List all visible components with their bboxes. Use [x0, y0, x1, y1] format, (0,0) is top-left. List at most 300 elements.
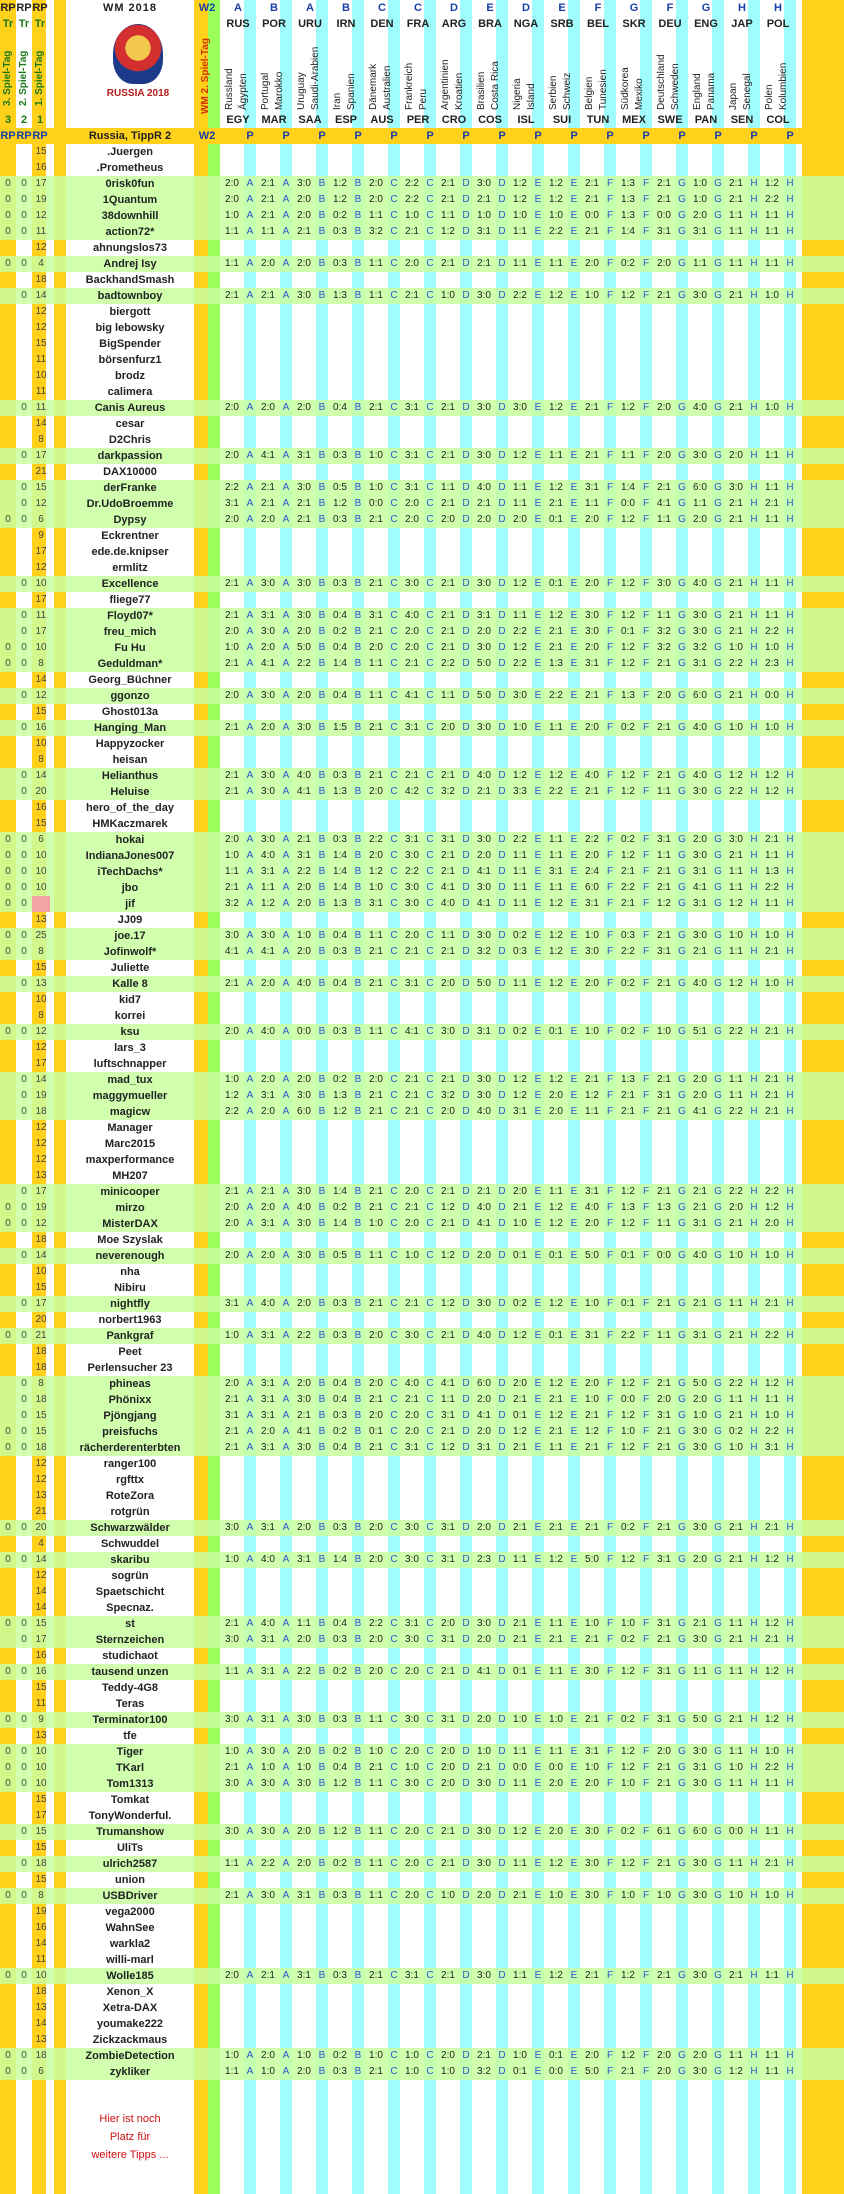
tip-score: 4:1	[477, 898, 491, 909]
group-marker: D	[498, 1778, 506, 1789]
home-code: SKR	[622, 18, 646, 30]
tip-score: 4:1	[657, 498, 671, 509]
away-team-name: Ägypten	[238, 73, 249, 110]
tip-score: 1:1	[513, 882, 527, 893]
table-row	[0, 448, 844, 464]
tip-score: 2:0	[765, 1218, 779, 1229]
tip-score: 2:1	[405, 1394, 419, 1405]
tip-score: 3:0	[693, 2066, 707, 2077]
rp-value: 14	[35, 290, 47, 301]
tip-score: 3:0	[225, 1714, 239, 1725]
home-team-name: Dänemark	[368, 63, 379, 110]
tip-score: 3:1	[585, 898, 599, 909]
away-code: CRO	[441, 114, 467, 126]
group-marker: H	[750, 770, 758, 781]
rp-value: 15	[35, 1826, 47, 1837]
tip-score: 0:3	[333, 450, 347, 461]
group-marker: A	[282, 690, 290, 701]
tip-score: 2:1	[729, 850, 743, 861]
group-marker: H	[750, 2050, 758, 2061]
w2-spieltag-label: WM 2. Spiel-Tag	[200, 38, 211, 114]
rp-value: 0	[21, 1778, 27, 1789]
group-marker: F	[642, 290, 650, 301]
tip-score: 1:1	[513, 1778, 527, 1789]
group-marker: H	[786, 930, 794, 941]
group-marker: B	[354, 1250, 362, 1261]
group-marker: B	[354, 1762, 362, 1773]
group-letter: C	[414, 2, 422, 14]
group-marker: B	[318, 978, 326, 989]
group-marker: H	[750, 1330, 758, 1341]
tip-score: 1:4	[333, 1554, 347, 1565]
group-marker: A	[282, 1826, 290, 1837]
rp-value: 0	[5, 866, 11, 877]
rp-value	[0, 1872, 16, 1888]
rp-value: 15	[35, 482, 47, 493]
rp-value: 18	[35, 1234, 47, 1245]
tip-score: 3:1	[441, 1634, 455, 1645]
group-marker: C	[426, 1106, 434, 1117]
tip-score: 2:1	[729, 1218, 743, 1229]
tip-score: 6:0	[585, 882, 599, 893]
group-marker: F	[642, 770, 650, 781]
rp-value: 0	[21, 1666, 27, 1677]
tip-score: 2:0	[225, 1378, 239, 1389]
rp-value	[16, 1696, 32, 1712]
tip-score: 1:2	[549, 1410, 563, 1421]
rp-value	[0, 1568, 16, 1584]
tip-score: 2:1	[225, 1618, 239, 1629]
table-row	[0, 1136, 844, 1152]
rp-value: 15	[35, 818, 47, 829]
group-marker: A	[282, 610, 290, 621]
rp-value: 0	[21, 482, 27, 493]
tip-score: 2:1	[441, 1666, 455, 1677]
away-team-name: Peru	[418, 88, 429, 110]
rp-value	[0, 1280, 16, 1296]
rp-value: 21	[35, 466, 47, 477]
tip-score: 5:1	[693, 1026, 707, 1037]
group-marker: F	[606, 978, 614, 989]
rp-value: 12	[35, 306, 47, 317]
rp-value	[0, 1120, 16, 1136]
tip-score: 1:2	[333, 178, 347, 189]
group-marker: E	[534, 834, 542, 845]
group-marker: C	[390, 1778, 398, 1789]
tip-score: 2:2	[765, 1186, 779, 1197]
tip-score: 2:0	[297, 210, 311, 221]
tip-score: 2:0	[585, 1778, 599, 1789]
tip-score: 1:1	[513, 482, 527, 493]
group-marker: G	[714, 1634, 722, 1645]
group-marker: A	[246, 946, 254, 957]
rp-value: 16	[35, 1650, 47, 1661]
rp-value	[0, 400, 16, 416]
group-marker: C	[390, 514, 398, 525]
tip-score: 0:3	[333, 2066, 347, 2077]
tip-score: 1:2	[513, 578, 527, 589]
tip-score: 1:0	[441, 290, 455, 301]
tip-score: 1:1	[729, 258, 743, 269]
group-marker: H	[750, 1970, 758, 1981]
rp-value	[0, 352, 16, 368]
group-marker: C	[426, 866, 434, 877]
tip-score: 3:1	[297, 1970, 311, 1981]
tip-score: 2:0	[585, 578, 599, 589]
group-marker: F	[606, 930, 614, 941]
tip-score: 2:0	[369, 642, 383, 653]
tip-score: 3:2	[693, 642, 707, 653]
group-marker: B	[318, 1218, 326, 1229]
tip-score: 1:2	[657, 898, 671, 909]
tip-score: 2:0	[297, 194, 311, 205]
player-name: Terminator100	[92, 1714, 168, 1726]
group-marker: B	[318, 626, 326, 637]
tip-score: 1:2	[441, 1250, 455, 1261]
tip-score: 2:1	[657, 178, 671, 189]
group-marker: H	[786, 578, 794, 589]
table-row	[0, 1536, 844, 1552]
table-row	[0, 880, 844, 896]
player-name: badtownboy	[97, 290, 163, 302]
group-marker: C	[390, 978, 398, 989]
tip-score: 2:1	[405, 1090, 419, 1101]
tip-score: 2:0	[729, 1202, 743, 1213]
tip-score: 3:2	[477, 2066, 491, 2077]
tip-score: 1:2	[621, 1746, 635, 1757]
table-row	[0, 1968, 844, 1984]
home-code: DEU	[658, 18, 682, 30]
table-row	[0, 1728, 844, 1744]
group-marker: G	[678, 1778, 686, 1789]
away-team-name: Marokko	[274, 71, 285, 110]
rp-value	[0, 592, 16, 608]
rp-value	[16, 592, 32, 608]
tip-score: 2:0	[261, 1074, 275, 1085]
group-marker: D	[498, 1826, 506, 1837]
tip-score: 1:2	[549, 1970, 563, 1981]
tip-score: 1:2	[549, 1298, 563, 1309]
away-code: TUN	[586, 114, 610, 126]
group-marker: D	[498, 1890, 506, 1901]
tip-score: 2:0	[225, 178, 239, 189]
player-name: DAX10000	[103, 466, 157, 478]
tip-score: 2:1	[225, 658, 239, 669]
group-marker: E	[570, 722, 578, 733]
group-marker: G	[714, 786, 722, 797]
tip-score: 2:2	[297, 1666, 311, 1677]
tip-score: 0:2	[333, 1426, 347, 1437]
tip-score: 3:0	[477, 1298, 491, 1309]
group-marker: H	[786, 658, 794, 669]
tip-score: 1:2	[513, 642, 527, 653]
group-marker: D	[462, 770, 470, 781]
home-team-name: Argentinien	[440, 59, 451, 110]
rp-label: RP	[0, 2, 16, 14]
group-marker: B	[354, 1778, 362, 1789]
group-marker: F	[642, 658, 650, 669]
rp-value	[0, 1184, 16, 1200]
group-marker: C	[426, 946, 434, 957]
rp-value: 8	[38, 754, 44, 765]
tip-score: 1:1	[549, 258, 563, 269]
group-marker: F	[606, 226, 614, 237]
rp-value: 0	[21, 770, 27, 781]
tip-score: 1:2	[261, 898, 275, 909]
group-marker: E	[570, 898, 578, 909]
group-marker: F	[642, 690, 650, 701]
tip-score: 2:0	[477, 626, 491, 637]
tip-score: 5:0	[693, 1714, 707, 1725]
tip-score: 3:1	[693, 898, 707, 909]
tip-score: 3:1	[225, 1410, 239, 1421]
tip-score: 1:0	[513, 2050, 527, 2061]
points-label: P	[318, 130, 326, 142]
group-marker: H	[786, 850, 794, 861]
tip-score: 3:0	[693, 450, 707, 461]
group-marker: C	[390, 1090, 398, 1101]
group-marker: F	[606, 770, 614, 781]
rp-value	[16, 240, 32, 256]
tip-score: 2:1	[621, 866, 635, 877]
tip-score: 3:1	[261, 1634, 275, 1645]
rp-value: 17	[35, 1298, 47, 1309]
tip-score: 1:1	[765, 514, 779, 525]
tip-score: 2:1	[693, 946, 707, 957]
group-marker: B	[354, 258, 362, 269]
rp-value: 20	[35, 786, 47, 797]
tip-score: 2:1	[261, 482, 275, 493]
group-marker: B	[354, 850, 362, 861]
player-name: Jofinwolf*	[103, 946, 157, 958]
home-team-name: Belgien	[584, 76, 595, 110]
tip-score: 2:1	[729, 1522, 743, 1533]
group-marker: C	[426, 1554, 434, 1565]
group-marker: H	[750, 1634, 758, 1645]
group-marker: F	[642, 946, 650, 957]
tip-score: 2:1	[477, 194, 491, 205]
group-marker: G	[678, 226, 686, 237]
rp-value	[16, 160, 32, 176]
group-marker: B	[318, 578, 326, 589]
group-marker: B	[318, 258, 326, 269]
table-row	[0, 144, 844, 160]
group-marker: F	[642, 1890, 650, 1901]
tip-score: 1:2	[513, 1826, 527, 1837]
tip-score: 2:1	[297, 226, 311, 237]
rp-sub: RP	[16, 130, 32, 142]
rp-value: 14	[35, 674, 47, 685]
group-marker: C	[426, 258, 434, 269]
away-team-name: Saudi-Arabien	[310, 46, 321, 110]
group-marker: B	[354, 898, 362, 909]
tip-score: 1:3	[333, 290, 347, 301]
group-marker: H	[786, 1970, 794, 1981]
group-marker: A	[282, 978, 290, 989]
tip-score: 2:1	[441, 850, 455, 861]
group-marker: G	[714, 946, 722, 957]
group-marker: G	[678, 514, 686, 525]
rp-value	[16, 1040, 32, 1056]
tip-score: 2:0	[261, 722, 275, 733]
tip-score: 3:0	[261, 930, 275, 941]
tip-score: 3:0	[297, 1186, 311, 1197]
tip-score: 4:0	[585, 1202, 599, 1213]
group-marker: A	[282, 1634, 290, 1645]
rp-value: 14	[35, 2018, 47, 2029]
table-row	[0, 1456, 844, 1472]
group-marker: D	[498, 1026, 506, 1037]
tip-score: 1:0	[225, 2050, 239, 2061]
rp-value	[0, 752, 16, 768]
group-marker: E	[570, 1026, 578, 1037]
rp-value: 11	[35, 1954, 47, 1965]
tip-score: 2:0	[693, 514, 707, 525]
group-letter: F	[666, 2, 674, 14]
group-marker: A	[282, 2050, 290, 2061]
tip-score: 1:0	[693, 1410, 707, 1421]
rp-value	[0, 736, 16, 752]
group-marker: A	[282, 642, 290, 653]
group-marker: H	[750, 642, 758, 653]
group-marker: B	[354, 482, 362, 493]
tip-score: 3:1	[441, 1554, 455, 1565]
tip-score: 3:2	[225, 898, 239, 909]
group-marker: E	[570, 1330, 578, 1341]
rp-value	[0, 1456, 16, 1472]
group-marker: G	[678, 578, 686, 589]
tip-score: 0:3	[333, 770, 347, 781]
group-marker: H	[750, 786, 758, 797]
tip-score: 3:1	[657, 1090, 671, 1101]
tip-score: 0:3	[333, 1298, 347, 1309]
table-row	[0, 1424, 844, 1440]
table-row	[0, 1392, 844, 1408]
tip-score: 2:1	[729, 1410, 743, 1421]
tip-score: 3:0	[477, 722, 491, 733]
tip-score: 1:1	[729, 1298, 743, 1309]
away-team-name: Kolumbien	[778, 62, 789, 110]
points-label: P	[390, 130, 398, 142]
player-name: preisfuchs	[102, 1426, 158, 1438]
group-marker: H	[786, 1250, 794, 1261]
group-marker: D	[462, 834, 470, 845]
group-marker: G	[678, 978, 686, 989]
group-marker: H	[786, 1666, 794, 1677]
table-row	[0, 1296, 844, 1312]
rp-value	[0, 544, 16, 560]
tip-score: 2:1	[225, 1394, 239, 1405]
group-marker: D	[498, 1522, 506, 1533]
rp-value	[0, 1312, 16, 1328]
table-row	[0, 2064, 844, 2080]
group-marker: H	[750, 1714, 758, 1725]
rp-value	[16, 432, 32, 448]
rp-value: 4	[38, 1538, 44, 1549]
group-marker: A	[246, 1554, 254, 1565]
tip-score: 1:1	[729, 1074, 743, 1085]
group-marker: G	[678, 658, 686, 669]
group-marker: F	[606, 194, 614, 205]
tip-score: 1:1	[441, 1394, 455, 1405]
rp-value: 12	[35, 1570, 47, 1581]
group-marker: B	[354, 226, 362, 237]
group-marker: F	[642, 1250, 650, 1261]
group-marker: A	[282, 1618, 290, 1629]
tip-score: 1:0	[405, 210, 419, 221]
tip-score: 2:1	[513, 1394, 527, 1405]
group-marker: G	[714, 834, 722, 845]
points-label: P	[606, 130, 614, 142]
rp-value	[0, 1408, 16, 1424]
group-marker: D	[462, 1394, 470, 1405]
tip-score: 2:0	[441, 2050, 455, 2061]
tip-score: 3:0	[657, 578, 671, 589]
tip-score: 2:1	[657, 290, 671, 301]
rp-value: 12	[35, 1474, 47, 1485]
group-marker: D	[462, 1202, 470, 1213]
group-marker: G	[678, 610, 686, 621]
table-row	[0, 1152, 844, 1168]
group-marker: B	[318, 658, 326, 669]
group-marker: G	[714, 1618, 722, 1629]
tip-score: 2:1	[441, 578, 455, 589]
group-marker: E	[570, 1202, 578, 1213]
group-marker: A	[246, 1330, 254, 1341]
player-name: BackhandSmash	[85, 274, 175, 286]
tip-score: 2:2	[225, 1106, 239, 1117]
group-marker: E	[534, 258, 542, 269]
group-marker: A	[282, 1970, 290, 1981]
rp-value	[0, 304, 16, 320]
tip-score: 2:1	[225, 786, 239, 797]
group-marker: A	[282, 450, 290, 461]
table-row	[0, 2016, 844, 2032]
tip-score: 2:0	[693, 1074, 707, 1085]
tip-score: 1:2	[513, 1090, 527, 1101]
group-marker: B	[354, 1298, 362, 1309]
group-marker: H	[786, 258, 794, 269]
group-marker: D	[462, 1090, 470, 1101]
player-name: Andrej Isy	[103, 258, 157, 270]
group-marker: H	[750, 722, 758, 733]
tip-score: 2:1	[369, 1298, 383, 1309]
tip-score: 1:2	[549, 978, 563, 989]
rp-value	[16, 1904, 32, 1920]
group-marker: A	[282, 626, 290, 637]
tip-score: 3:0	[729, 482, 743, 493]
player-name: Eckrentner	[101, 530, 159, 542]
group-marker: D	[462, 578, 470, 589]
group-marker: F	[606, 1634, 614, 1645]
group-marker: E	[534, 882, 542, 893]
group-marker: F	[606, 514, 614, 525]
group-marker: A	[246, 722, 254, 733]
group-marker: D	[498, 850, 506, 861]
rp-value: 14	[35, 1602, 47, 1613]
tip-score: 2:0	[405, 1426, 419, 1437]
group-marker: F	[642, 978, 650, 989]
tip-score: 1:1	[513, 850, 527, 861]
rp-value: 12	[35, 1026, 47, 1037]
group-marker: G	[678, 194, 686, 205]
tip-score: 1:1	[729, 1090, 743, 1101]
tip-score: 2:1	[585, 1442, 599, 1453]
group-marker: G	[678, 1378, 686, 1389]
group-marker: G	[714, 722, 722, 733]
group-marker: G	[714, 1426, 722, 1437]
tip-score: 1:1	[549, 450, 563, 461]
